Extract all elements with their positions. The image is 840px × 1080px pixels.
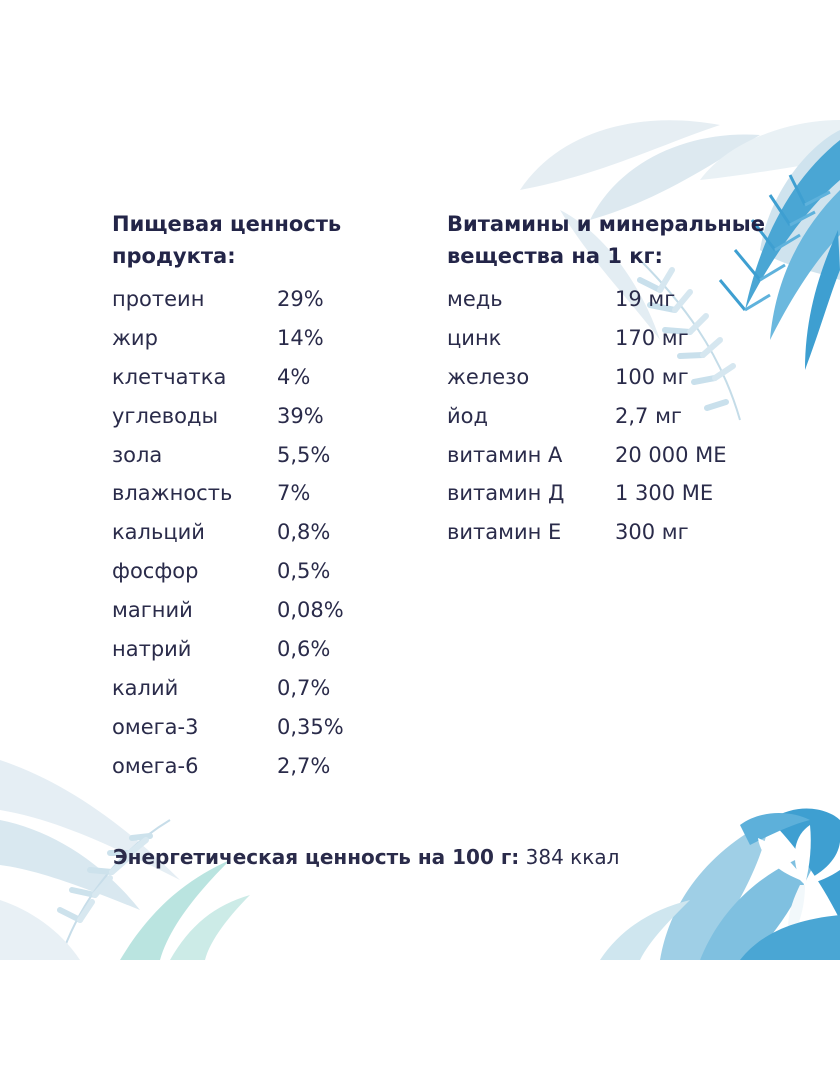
nutrient-value: 0,8% xyxy=(277,520,331,545)
nutrient-name: клетчатка xyxy=(112,364,227,389)
nutrient-value: 0,35% xyxy=(277,714,344,739)
nutrient-value: 0,5% xyxy=(277,559,331,584)
vitamin-value: 19 мг xyxy=(615,287,676,311)
vitamins-heading-line2: вещества на 1 кг: xyxy=(447,244,663,268)
vitamin-value: 170 мг xyxy=(615,325,689,350)
vitamins-heading-line1: Витамины и минеральные xyxy=(447,212,766,236)
nutrient-value: 5,5% xyxy=(277,442,331,467)
vitamin-value: 20 000 МЕ xyxy=(615,442,727,467)
nutrition-heading xyxy=(112,208,412,272)
vitamin-name: витамин Е xyxy=(447,520,562,545)
vitamin-value: 300 мг xyxy=(615,520,689,545)
nutrition-row xyxy=(112,708,412,747)
vitamin-row xyxy=(447,280,807,319)
vitamin-value: 2,7 мг xyxy=(615,403,682,428)
nutrition-heading-line2: продукта: xyxy=(112,244,236,268)
vitamin-name: йод xyxy=(447,403,489,428)
vitamin-value: 100 мг xyxy=(615,364,689,389)
nutrition-row xyxy=(112,358,412,397)
nutrition-list xyxy=(112,280,412,786)
bottom-right-leaf-group xyxy=(600,808,840,960)
nutrient-value: 7% xyxy=(277,481,311,506)
vitamin-value: 1 300 МЕ xyxy=(615,481,714,506)
vitamin-row xyxy=(447,358,807,397)
nutrient-name: углеводы xyxy=(112,403,219,428)
nutrition-row xyxy=(112,319,412,358)
vitamins-heading xyxy=(447,208,787,272)
nutrition-heading-line1: Пищевая ценность xyxy=(112,212,342,236)
vitamin-name: железо xyxy=(447,364,530,389)
nutrition-card xyxy=(0,120,840,960)
nutrient-value: 2,7% xyxy=(277,753,331,778)
nutrient-name: жир xyxy=(112,325,158,350)
nutrient-name: фосфор xyxy=(112,559,199,584)
vitamin-name: медь xyxy=(447,287,503,311)
nutrient-name: магний xyxy=(112,598,193,623)
energy-value-line xyxy=(113,841,619,873)
vitamin-name: витамин А xyxy=(447,442,563,467)
nutrient-name: калий xyxy=(112,675,179,700)
nutrition-row xyxy=(112,630,412,669)
nutrient-value: 29% xyxy=(277,287,324,311)
nutrition-row xyxy=(112,397,412,436)
vitamin-name: витамин Д xyxy=(447,481,565,506)
nutrient-name: протеин xyxy=(112,287,205,311)
nutrition-row xyxy=(112,513,412,552)
nutrient-value: 0,08% xyxy=(277,598,344,623)
nutrient-value: 0,7% xyxy=(277,675,331,700)
nutrition-row xyxy=(112,474,412,513)
vitamin-row xyxy=(447,436,807,475)
nutrient-name: омега-3 xyxy=(112,714,199,739)
nutrient-name: зола xyxy=(112,442,163,467)
vitamin-row xyxy=(447,319,807,358)
nutrient-value: 4% xyxy=(277,364,311,389)
vitamin-row xyxy=(447,397,807,436)
nutrition-row xyxy=(112,669,412,708)
nutrient-name: натрий xyxy=(112,637,192,662)
nutrient-name: омега-6 xyxy=(112,753,199,778)
nutrition-row xyxy=(112,747,412,786)
nutrition-row xyxy=(112,552,412,591)
nutrient-value: 0,6% xyxy=(277,637,331,662)
vitamin-name: цинк xyxy=(447,325,502,350)
nutrient-name: влажность xyxy=(112,481,233,506)
vitamins-list xyxy=(447,280,807,552)
energy-label: Энергетическая ценность на 100 г: xyxy=(113,845,520,869)
energy-value: 384 ккал xyxy=(525,845,620,869)
vitamin-row xyxy=(447,513,807,552)
nutrition-row xyxy=(112,280,412,319)
nutrient-name: кальций xyxy=(112,520,205,545)
vitamin-row xyxy=(447,474,807,513)
nutrition-row xyxy=(112,591,412,630)
nutrient-value: 14% xyxy=(277,325,324,350)
nutrient-value: 39% xyxy=(277,403,324,428)
nutrition-row xyxy=(112,436,412,475)
